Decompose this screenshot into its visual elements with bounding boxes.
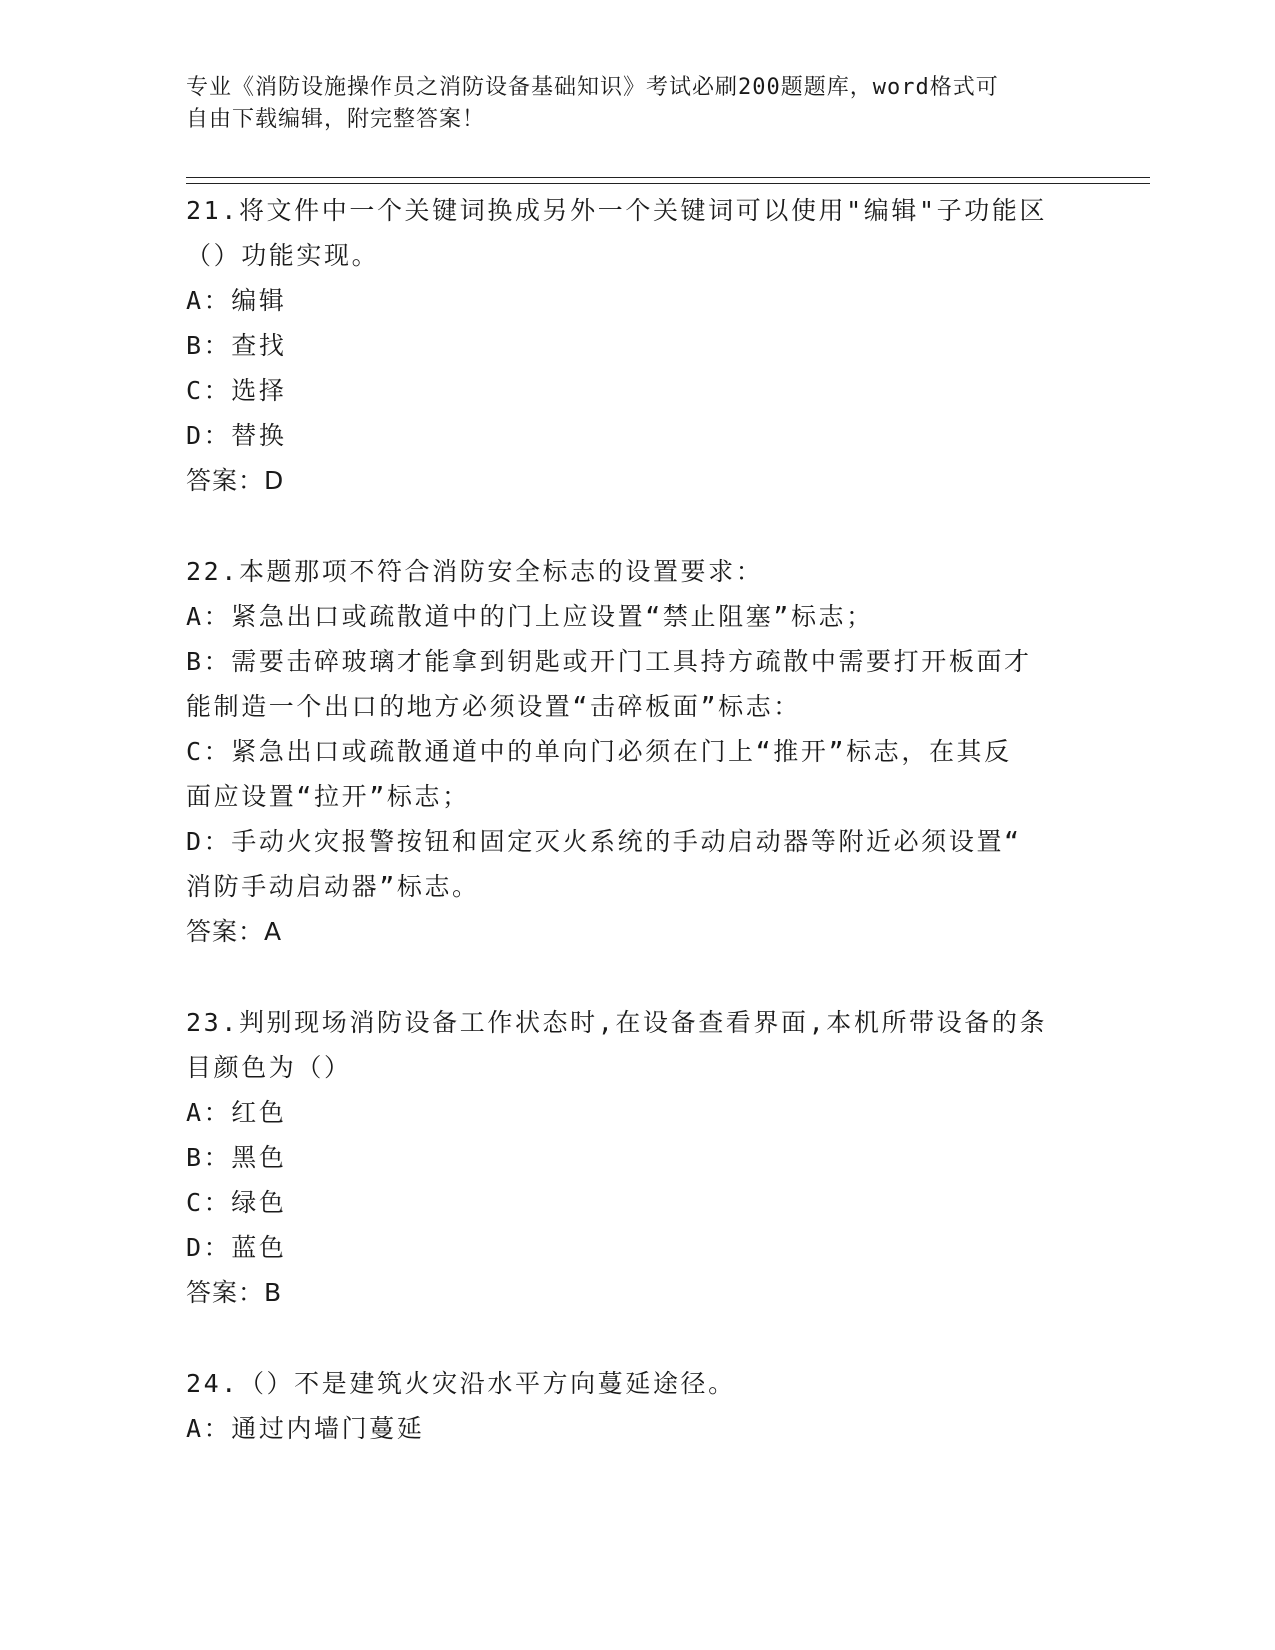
option-text-line: B：黑色 bbox=[186, 1143, 287, 1172]
answer-option bbox=[186, 819, 1066, 909]
answer-option bbox=[186, 1090, 1066, 1135]
answer-key: 答案：D bbox=[186, 466, 285, 495]
option-text-line: D：蓝色 bbox=[186, 1233, 287, 1262]
answer-option bbox=[186, 1180, 1066, 1225]
option-text-line: 面应设置“拉开”标志； bbox=[186, 782, 470, 811]
question-stem-line: （）功能实现。 bbox=[186, 241, 380, 270]
header-line-1: 专业《消防设施操作员之消防设备基础知识》考试必刷200题题库，word格式可 bbox=[186, 75, 999, 100]
question-stem-line: 目颜色为（） bbox=[186, 1053, 352, 1082]
option-text-line: B：查找 bbox=[186, 331, 287, 360]
option-text-line: A：紧急出口或疏散道中的门上应设置“禁止阻塞”标志； bbox=[186, 602, 874, 631]
header-divider bbox=[186, 177, 1150, 184]
answer-option bbox=[186, 1225, 1066, 1270]
document-header bbox=[186, 72, 1086, 136]
option-text-line: A：红色 bbox=[186, 1098, 287, 1127]
answer-option bbox=[186, 729, 1066, 819]
option-text-line: C：选择 bbox=[186, 376, 287, 405]
option-text-line: A：编辑 bbox=[186, 286, 287, 315]
answer-option bbox=[186, 1406, 1066, 1451]
question-21 bbox=[186, 188, 1066, 503]
question-stem-line: 24.（）不是建筑火灾沿水平方向蔓延途径。 bbox=[186, 1369, 736, 1398]
answer-option bbox=[186, 278, 1066, 323]
option-text-line: 消防手动启动器”标志。 bbox=[186, 872, 480, 901]
option-text-line: D：手动火灾报警按钮和固定灭火系统的手动启动器等附近必须设置“ bbox=[186, 827, 1022, 856]
answer-option bbox=[186, 323, 1066, 368]
answer-key: 答案：A bbox=[186, 917, 283, 946]
question-22 bbox=[186, 549, 1066, 954]
answer-option bbox=[186, 368, 1066, 413]
option-text-line: D：替换 bbox=[186, 421, 287, 450]
header-line-2: 自由下载编辑，附完整答案！ bbox=[186, 107, 486, 132]
answer-option bbox=[186, 639, 1066, 729]
question-23 bbox=[186, 1000, 1066, 1315]
question-stem-line: 23.判别现场消防设备工作状态时,在设备查看界面,本机所带设备的条 bbox=[186, 1008, 1048, 1037]
question-24 bbox=[186, 1361, 1066, 1451]
question-stem-line: 21.将文件中一个关键词换成另外一个关键词可以使用"编辑"子功能区 bbox=[186, 196, 1048, 225]
option-text-line: B：需要击碎玻璃才能拿到钥匙或开门工具持方疏散中需要打开板面才 bbox=[186, 647, 1032, 676]
answer-option bbox=[186, 413, 1066, 458]
answer-option bbox=[186, 1135, 1066, 1180]
question-list bbox=[186, 188, 1066, 1451]
answer-option bbox=[186, 594, 1066, 639]
answer-key: 答案：B bbox=[186, 1278, 283, 1307]
question-stem-line: 22.本题那项不符合消防安全标志的设置要求： bbox=[186, 557, 764, 586]
option-text-line: A：通过内墙门蔓延 bbox=[186, 1414, 425, 1443]
option-text-line: 能制造一个出口的地方必须设置“击碎板面”标志： bbox=[186, 692, 801, 721]
option-text-line: C：绿色 bbox=[186, 1188, 287, 1217]
option-text-line: C：紧急出口或疏散通道中的单向门必须在门上“推开”标志，在其反 bbox=[186, 737, 1012, 766]
